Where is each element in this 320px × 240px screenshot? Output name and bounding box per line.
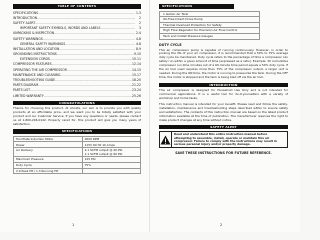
page-number: 1 — [72, 223, 75, 227]
right-page — [150, 0, 300, 232]
congratulations-text: Thanks for choosing this product. At Ahcata, our aim is to provide you with quality products at an affordable price, and we want you to be totally satisfied with your product and our Customer Service. If you have any questions or needs, please contact us at 1-800-246-0142. Properly cared for, this product will give you many years of satisfaction. — [13, 106, 141, 126]
feature-item: High Flow Regulator for Precision Air Flow Control — [159, 28, 260, 34]
toc-entry-page: 15-17 — [132, 72, 141, 77]
toc-entry-page: 9-10 — [133, 52, 141, 57]
spec-row — [14, 148, 141, 157]
toc-entry-page: 21-22 — [132, 83, 141, 88]
spec-label: Tool Plate Induction Motor — [14, 136, 83, 142]
toc-entry-page: 4-8 — [135, 36, 141, 41]
table-of-contents — [13, 11, 141, 99]
safety-warning-box — [159, 131, 288, 148]
feature-item: Oil-Free Direct Drive Pump — [159, 17, 260, 23]
toc-entry-page: 14-15 — [132, 67, 141, 72]
spec-label: Power — [14, 142, 83, 148]
toc-entry-page: 4-8 — [135, 41, 141, 46]
feature-item: Tank and Outlet Pressure Gauges — [159, 34, 260, 40]
features-list — [159, 11, 260, 40]
duty-cycle-text: This air compressor pump is capable of running continuously. However, in order to prolong the life of your air compressor, it is recommended that a 50% to 75% average duty cycle be maintained. Duty cycle refers to the percentage of time a compressor can safely run within a given amount of time (expressed as a ratio). Example: 30 cumulative compressor run-time minutes out of a 60-minute time period equals a 50% duty cycle. If the air tool used requires more than 75% of the compressor output, a larger unit is needed. During the ON time, the motor is running to pressurize the tank. During the OFF time, the motor is stopped and the tank is being bled off via the air tool. — [159, 47, 288, 79]
spec-label: Duty Cycle — [14, 162, 83, 168]
toc-entry-page: 12-14 — [132, 62, 141, 67]
introduction-header: INTRODUCTION — [159, 83, 288, 88]
feature-item: Thermal Overload Protection for Safety — [159, 23, 260, 29]
toc-entry-page: 1-3 — [135, 10, 141, 15]
toc-entry-title: INSTALLATION AND LOCATION — [13, 46, 60, 51]
toc-entry-title: OPERATING THE AIR COMPRESSOR — [13, 67, 67, 72]
toc-entry-page: 8-9 — [135, 46, 141, 51]
toc-entry-page: 2 — [139, 15, 141, 20]
left-page — [0, 0, 150, 232]
toc-entry-title: SAFETY ALERT — [13, 20, 36, 25]
toc-entry-title: EXTENSION CORDS — [20, 57, 50, 62]
spec-label: Air Delivery — [14, 148, 83, 157]
feature-item: 1 Gallon Air Tank — [159, 11, 260, 18]
toc-header: TABLE OF CONTENTS — [13, 4, 141, 9]
save-instructions-notice: SAVE THESE INSTRUCTIONS FOR FUTURE REFERENCE. — [175, 151, 272, 156]
toc-entry-title: INTRODUCTION — [13, 15, 38, 20]
toc-entry-page: 10-11 — [132, 57, 141, 62]
toc-entry — [13, 94, 141, 99]
warning-icon — [160, 132, 172, 147]
spec-value: 75% — [82, 162, 140, 168]
toc-entry-title: SPECIFICATIONS — [13, 10, 39, 15]
toc-entry-page: 23-24 — [132, 88, 141, 93]
specifications-header: SPECIFICATIONS — [13, 129, 141, 134]
spec-value: 2.1 SCFM output @ 40 PSI 1.1 SCFM output @ 90 PSI — [82, 148, 140, 157]
toc-leader-dots — [44, 94, 132, 99]
duty-cycle-heading: DUTY CYCLE — [159, 42, 182, 47]
toc-entry-title: UNPACKING & INSPECTION — [13, 31, 55, 36]
toc-entry-title: LIMITED WARRANTY — [13, 93, 44, 98]
toc-entry-title: TROUBLESHOOTING GUIDE — [13, 78, 56, 83]
toc-entry-page: 25-26 — [132, 93, 141, 98]
safety-alert-header: SAFETY ALERT — [159, 125, 288, 130]
spec-row — [14, 168, 141, 174]
toc-entry-page: 18-20 — [132, 78, 141, 83]
toc-entry-page: 3 — [139, 26, 141, 31]
toc-entry-title: IMPORTANT SAFETY SYMBOLS, WORDS AND LABELS — [20, 26, 101, 31]
toc-entry-page: 2 — [139, 20, 141, 25]
toc-entry-title: PARTS DIAGRAM — [13, 83, 39, 88]
page-number: 2 — [220, 223, 223, 227]
specifications-continued-header: SPECIFICATIONS — [159, 4, 234, 9]
congratulations-header: CONGRATULATIONS — [13, 101, 141, 106]
toc-entry-page: 2-4 — [135, 31, 141, 36]
spec-value: 125 PSI — [82, 157, 140, 163]
toc-entry-title: COMPRESSOR FEATURES — [13, 62, 52, 67]
toc-entry-title: MAINTENANCE AND CLEANING — [13, 72, 61, 77]
toc-entry-title: PARTS LIST — [13, 88, 31, 93]
toc-entry-title: GROUNDING INSTRUCTIONS — [13, 52, 57, 57]
spec-label: 2.0 Peak HP / 1.3 Running HP — [14, 168, 83, 174]
introduction-text-1: This air compressor is designed for Household Use Only and is not intended for commercial applications. It is a useful tool for do-it-yourselfers with a variety of workshop and home tasks. — [159, 88, 288, 101]
toc-entry-title: SAFETY WARNINGS — [13, 36, 43, 41]
warning-text: Read and understand this entire instruction manual before attempting to assemble, install, operate or maintain this air compressor. Failure to comply with the instructions may result in serious personal injury and/or property damage. — [174, 132, 277, 147]
spec-value: 115V 60 Hz 10 Amps — [82, 142, 140, 148]
specifications-table — [13, 136, 141, 175]
spec-value: 0000 RPM — [82, 136, 140, 142]
toc-entry-title: GENERAL SAFETY WARNINGS — [20, 41, 66, 46]
spec-label: Maximum Pressure — [14, 157, 83, 163]
spec-value — [82, 168, 140, 174]
introduction-text-2: This instruction manual is intended for your benefit. Please read and follow the safety, installation, maintenance and troubleshooting steps described within to ensure safety and satisfaction. The contents of this instruction manual are based on the latest product information available at the time of publication. The manufacturer reserves the right to make product changes at any time without notice. — [159, 102, 288, 122]
